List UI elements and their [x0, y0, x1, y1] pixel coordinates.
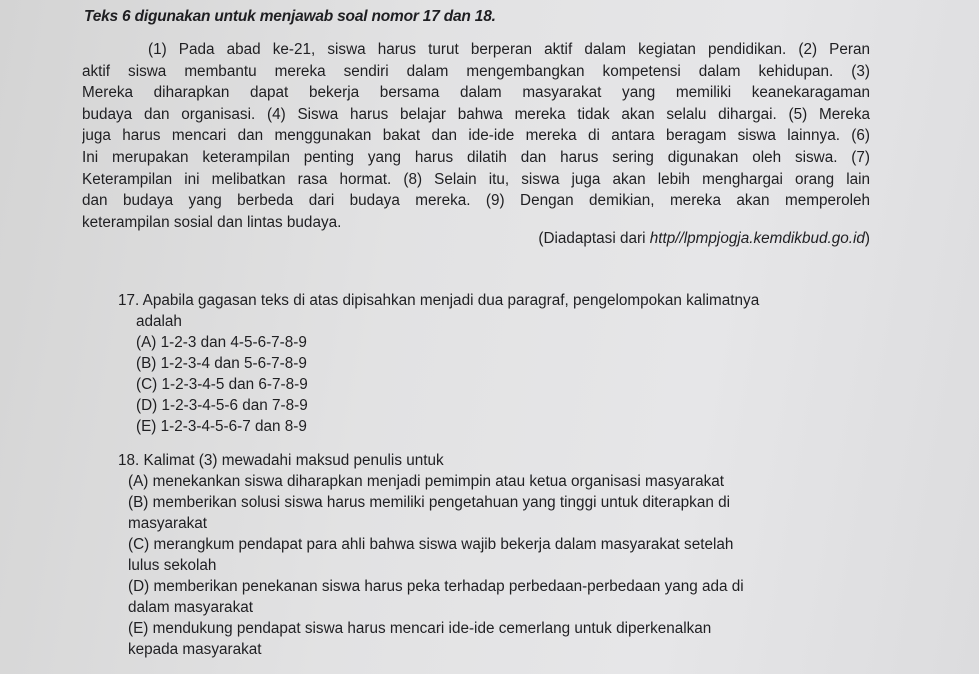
option-d: (D) memberikan penekanan siswa harus peka terhadap perbedaan-perbedaan yang ada di — [128, 578, 744, 595]
option-c: (C) 1-2-3-4-5 dan 6-7-8-9 — [136, 376, 308, 393]
option-c-cont: lulus sekolah — [128, 557, 217, 574]
option-d: (D) 1-2-3-4-5-6 dan 7-8-9 — [136, 397, 308, 414]
option-b: (B) 1-2-3-4 dan 5-6-7-8-9 — [136, 355, 307, 372]
option-e: (E) mendukung pendapat siswa harus mencari ide-ide cemerlang untuk diperkenalkan — [128, 620, 712, 637]
question-18 — [118, 450, 878, 660]
passage-line: aktif siswa membantu mereka sendiri dalam mengembangkan kompetensi dalam kehidupan. (3) — [82, 62, 870, 80]
option-e-cont: kepada masyarakat — [128, 641, 262, 658]
option-e: (E) 1-2-3-4-5-6-7 dan 8-9 — [136, 418, 307, 435]
option-c: (C) merangkum pendapat para ahli bahwa siswa wajib bekerja dalam masyarakat setelah — [128, 536, 734, 553]
question-17 — [118, 290, 878, 437]
question-stem-continuation: adalah — [136, 313, 182, 330]
passage-line: Ini merupakan keterampilan penting yang harus dilatih dan harus sering digunakan oleh siswa. (7) — [82, 148, 870, 166]
option-b: (B) memberikan solusi siswa harus memiliki pengetahuan yang tinggi untuk diterapkan di — [128, 494, 730, 511]
passage-line: Keterampilan ini melibatkan rasa hormat. (8) Selain itu, siswa juga akan lebih menghargai orang lain — [82, 170, 870, 188]
passage-line: (1) Pada abad ke-21, siswa harus turut berperan aktif dalam kegiatan pendidikan. (2) Peran — [148, 41, 870, 58]
source-prefix: (Diadaptasi dari — [538, 230, 650, 247]
passage-line: dan budaya yang berbeda dari budaya mereka. (9) Dengan demikian, mereka akan memperoleh — [82, 192, 870, 210]
passage-line: budaya dan organisasi. (4) Siswa harus belajar bahwa mereka tidak akan selalu dihargai. (5) Mereka — [82, 105, 870, 123]
source-citation — [538, 230, 870, 248]
option-d-cont: dalam masyarakat — [128, 599, 253, 616]
passage-line: Mereka diharapkan dapat bekerja bersama dalam masyarakat yang memiliki keanekaragaman — [82, 84, 870, 102]
source-suffix: ) — [864, 230, 870, 247]
source-url: http//lpmpjogja.kemdikbud.go.id — [649, 230, 865, 247]
option-a: (A) menekankan siswa diharapkan menjadi pemimpin atau ketua organisasi masyarakat — [128, 473, 725, 490]
question-stem: 18. Kalimat (3) mewadahi maksud penulis untuk — [118, 452, 444, 469]
question-stem: 17. Apabila gagasan teks di atas dipisahkan menjadi dua paragraf, pengelompokan kalimatnya — [118, 292, 760, 309]
passage — [82, 39, 870, 233]
option-b-cont: masyarakat — [128, 515, 208, 532]
option-a: (A) 1-2-3 dan 4-5-6-7-8-9 — [136, 334, 307, 351]
text-heading: Teks 6 digunakan untuk menjawab soal nomor 17 dan 18. — [84, 8, 496, 25]
passage-line: juga harus mencari dan menggunakan bakat dan ide-ide mereka di antara beragam siswa lainnya. (6) — [82, 127, 870, 145]
passage-line: keterampilan sosial dan lintas budaya. — [82, 213, 342, 231]
